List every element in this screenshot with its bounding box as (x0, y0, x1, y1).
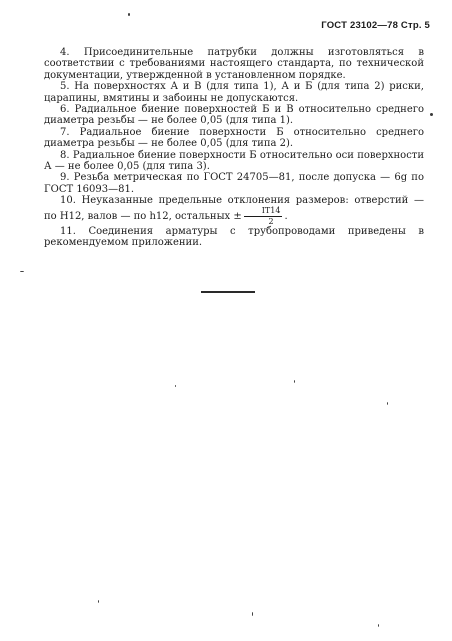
scan-speck (252, 612, 253, 616)
paragraph-8: 8. Радиальное биение поверхности Б относительно оси поверхности А — не более 0,05 (для типа 3). (44, 149, 424, 173)
document-body (44, 47, 424, 249)
paragraph-10-end: . (284, 210, 288, 222)
scan-speck (294, 380, 295, 383)
scan-speck (20, 271, 24, 272)
paragraph-5: 5. На поверхностях А и В (для типа 1), А и Б (для типа 2) риски, царапины, вмятины и забоины не допускаются. (44, 81, 424, 104)
paragraph-7: 7. Радиальное биение поверхности Б относительно среднего диаметра резьбы — не более 0,05 (для типа 2). (44, 126, 424, 150)
scan-speck (430, 113, 433, 116)
fraction-denominator: 2 (268, 216, 274, 226)
section-divider (201, 291, 255, 293)
paragraph-10 (44, 195, 424, 225)
page-header (321, 20, 430, 31)
scan-speck (175, 385, 176, 387)
paragraph-6: 6. Радиальное биение поверхностей Б и В относительно среднего диаметра резьбы — не более 0,05 (для типа 1). (44, 104, 424, 127)
paragraph-9: 9. Резьба метрическая по ГОСТ 24705—81, после допуска — 6g по ГОСТ 16093—81. (44, 172, 424, 195)
scan-speck (378, 624, 379, 627)
page-number: Стр. 5 (400, 20, 430, 31)
tolerance-fraction (244, 207, 283, 226)
standard-number: ГОСТ 23102—78 (321, 20, 399, 31)
scan-speck (128, 13, 130, 16)
paragraph-4: 4. Присоединительные патрубки должны изготовляться в соответствии с требованиями настоящего стандарта, по технической документации, утвержденной в установленном порядке. (44, 47, 424, 81)
fraction-numerator: IT14 (244, 207, 283, 217)
scan-speck (387, 402, 388, 405)
paragraph-11: 11. Соединения арматуры с трубопроводами приведены в рекомендуемом приложении. (44, 225, 424, 249)
paragraph-10-text: 10. Неуказанные предельные отклонения размеров: отверстий — по H12, валов — по h12, остальных ± (44, 195, 424, 222)
scan-speck (98, 600, 99, 603)
